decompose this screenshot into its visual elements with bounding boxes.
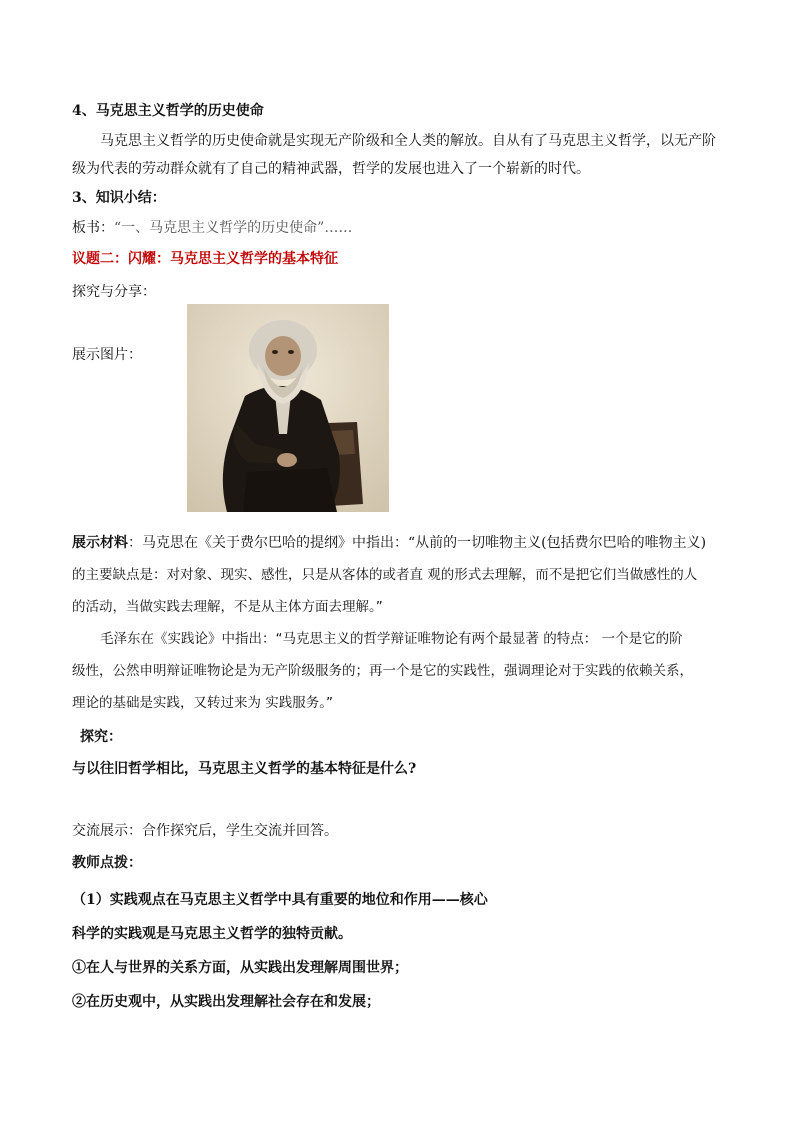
portrait-image [187, 304, 389, 512]
point-1-sub: 科学的实践观是马克思主义哲学的独特贡献。 [72, 926, 352, 942]
material-label: 展示材料 [72, 535, 128, 551]
topic-two-heading: 议题二：闪耀：马克思主义哲学的基本特征 [72, 251, 338, 267]
mao-quote-line-3: 理论的基础是实践，又转过来为 实践服务。” [72, 695, 334, 711]
material-line-3: 的活动，当做实践去理解，不是从主体方面去理解。” [72, 599, 383, 615]
point-1-item-2: ②在历史观中，从实践出发理解社会存在和发展； [72, 994, 380, 1010]
mission-paragraph-line-2: 级为代表的劳动群众就有了自己的精神武器，哲学的发展也进入了一个崭新的时代。 [72, 161, 590, 177]
point-1: （1）实践观点在马克思主义哲学中具有重要的地位和作用——核心 [72, 892, 488, 908]
section-heading-historical-mission: 4、马克思主义哲学的历史使命 [72, 103, 264, 119]
inquiry-label: 探究： [80, 729, 122, 745]
portrait-photo [187, 304, 389, 512]
mao-quote-line-2: 级性，公然申明辩证唯物论是为无产阶级服务的；再一个是它的实践性，强调理论对于实践的依赖关系， [72, 663, 693, 679]
mao-quote-line-1: 毛泽东在《实践论》中指出：“马克思主义的哲学辩证唯物论有两个最显著 的特点： 一个是它的阶 [100, 631, 683, 647]
point-1-item-1: ①在人与世界的关系方面，从实践出发理解周围世界； [72, 960, 408, 976]
knowledge-summary-heading: 3、知识小结： [72, 190, 166, 206]
mission-paragraph-line-1: 马克思主义哲学的历史使命就是实现无产阶级和全人类的解放。自从有了马克思主义哲学，以无产阶 [100, 133, 716, 149]
board-label: 板书： [72, 220, 114, 236]
teacher-guidance-label: 教师点拨： [72, 855, 142, 871]
material-line-1-text: ：马克思在《关于费尔巴哈的提纲》中指出：“从前的一切唯物主义(包括费尔巴哈的唯物主义) [128, 535, 707, 551]
explore-share-label: 探究与分享： [72, 284, 156, 300]
show-picture-label: 展示图片： [72, 347, 142, 363]
board-text: “一、马克思主义哲学的历史使命”…… [114, 220, 353, 236]
inquiry-question: 与以往旧哲学相比，马克思主义哲学的基本特征是什么? [72, 761, 417, 777]
material-line-2: 的主要缺点是：对对象、现实、感性，只是从客体的或者直 观的形式去理解，而不是把它们当做感性的人 [72, 567, 698, 583]
material-line-1 [72, 533, 706, 553]
board-writing-line [72, 218, 352, 238]
exchange-display: 交流展示：合作探究后，学生交流并回答。 [72, 823, 338, 839]
